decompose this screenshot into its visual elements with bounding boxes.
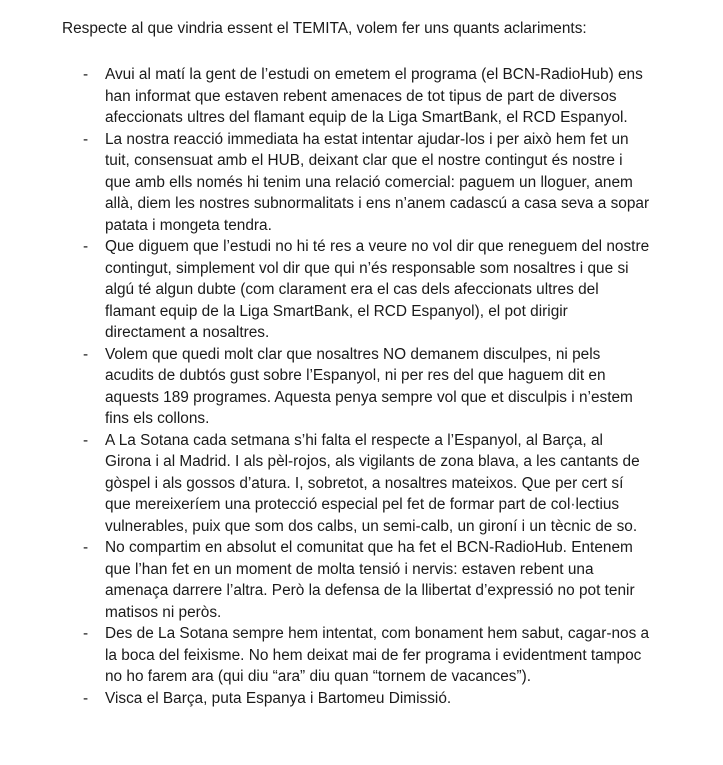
list-item-text: Avui al matí la gent de l’estudi on emetem el programa (el BCN-RadioHub) ens han informat que estaven rebent amenaces de tot tipus de part de diversos afeccionats ultres del flamant equip de la Liga SmartBank, el RCD Espanyol. (105, 66, 643, 126)
bullet-dash: - (83, 689, 89, 707)
list-item-text: Volem que quedi molt clar que nosaltres NO demanem disculpes, ni pels acudits de dubtós gust sobre l’Espanyol, ni per res del que haguem dit en aquests 189 programes. Aquesta penya sempre vol que et disculpis i n’estem fins els collons. (105, 345, 633, 427)
bullet-dash: - (83, 625, 89, 642)
list-item-text: No compartim en absolut el comunitat que ha fet el BCN-RadioHub. Entenem que l’han fet en un moment de molta tensió i nervis: estaven rebent una amenaça darrere l’altra. Però la defensa de la llibertat d’expressió no pot tenir matisos ni peròs. (105, 539, 635, 621)
list-item (0, 688, 650, 710)
list-item (0, 129, 650, 237)
list-item (0, 344, 650, 430)
bullet-dash: - (83, 539, 89, 556)
list-item (0, 623, 650, 688)
list-item-text: A La Sotana cada setmana s’hi falta el respecte a l’Espanyol, al Barça, al Girona i al Madrid. I als pèl-rojos, als vigilants de zona blava, a les cantants de gòspel i als gossos d’atura. I, sobretot, a nosaltres mateixos. Que per cert sí que mereixeríem una protecció especial pel fet de formar part de col·lectius vulnerables, puix que som dos calbs, un semi-calb, un gironí i un tècnic de so. (105, 431, 640, 535)
list-item (0, 236, 650, 344)
list-item-text: Visca el Barça, puta Espanya i Bartomeu Dimissió. (105, 689, 452, 707)
list-item-text: La nostra reacció immediata ha estat intentar ajudar-los i per això hem fet un tuit, consensuat amb el HUB, deixant clar que el nostre contingut és nostre i que amb ells només hi tenim una relació comercial: paguem un lloguer, anem allà, diem les nostres subnormalitats i ens n’anem cadascú a casa seva a sopar patata i mongeta tendra. (105, 130, 650, 234)
list-item-text: Que diguem que l’estudi no hi té res a veure no vol dir que reneguem del nostre contingut, simplement vol dir que qui n’és responsable som nosaltres i que si algú té algun dubte (com clarament era el cas dels afeccionats ultres del flamant equip de la Liga SmartBank, el RCD Espanyol), el pot dirigir directament a nosaltres. (105, 238, 650, 341)
list-item (0, 537, 650, 623)
bullet-dash: - (83, 66, 89, 83)
list-item (0, 430, 650, 538)
list-item-text: Des de La Sotana sempre hem intentat, com bonament hem sabut, cagar-nos a la boca del feixisme. No hem deixat mai de fer programa i evidentment tampoc no ho farem ara (qui diu “ara” diu quan “tornem de vacances”). (105, 625, 650, 685)
bullet-dash: - (83, 431, 89, 449)
bullet-dash: - (83, 345, 89, 363)
bullet-dash: - (83, 130, 89, 148)
intro-paragraph: Respecte al que vindria essent el TEMITA, volem fer uns quants aclariments: (62, 20, 587, 37)
statement-list (0, 64, 723, 709)
bullet-dash: - (83, 238, 89, 255)
list-item (0, 64, 650, 129)
